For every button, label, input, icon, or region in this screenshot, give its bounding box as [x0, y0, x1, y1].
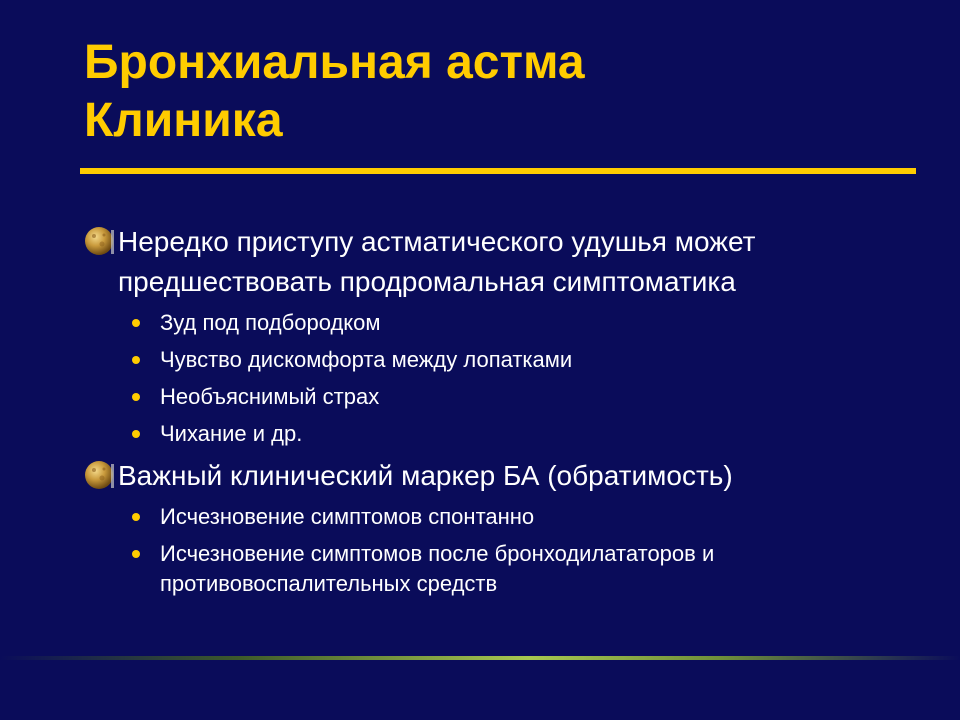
list-item: Исчезновение симптомов после бронходилататоров и противовоспалительных средств [82, 539, 902, 599]
bullet-dot-icon [132, 356, 140, 364]
bullet-dot-icon [132, 393, 140, 401]
gold-ball-bullet-icon [82, 458, 116, 492]
section-2-list [82, 502, 902, 599]
gold-ball-bullet-icon [82, 224, 116, 258]
content-area [82, 222, 902, 606]
section-1-list [82, 308, 902, 449]
slide-title [84, 34, 924, 150]
bullet-dot-icon [132, 513, 140, 521]
decorative-bottom-line [0, 656, 960, 660]
bullet-section-2 [82, 456, 902, 496]
bullet-dot-icon [132, 550, 140, 558]
title-underline [80, 168, 916, 174]
list-item: Исчезновение симптомов спонтанно [82, 502, 902, 532]
section-2-text: Важный клинический маркер БА (обратимость) [118, 460, 733, 491]
list-item: Необъяснимый страх [82, 382, 902, 412]
list-item: Чувство дискомфорта между лопатками [82, 345, 902, 375]
section-1-text: Нередко приступу астматического удушья может предшествовать продромальная симптоматика [118, 226, 756, 297]
title-line-1: Бронхиальная астма [84, 36, 585, 89]
bullet-section-1 [82, 222, 902, 302]
bullet-dot-icon [132, 430, 140, 438]
title-line-2: Клиника [84, 94, 283, 147]
list-item: Чихание и др. [82, 419, 902, 449]
bullet-dot-icon [132, 319, 140, 327]
list-item: Зуд под подбородком [82, 308, 902, 338]
